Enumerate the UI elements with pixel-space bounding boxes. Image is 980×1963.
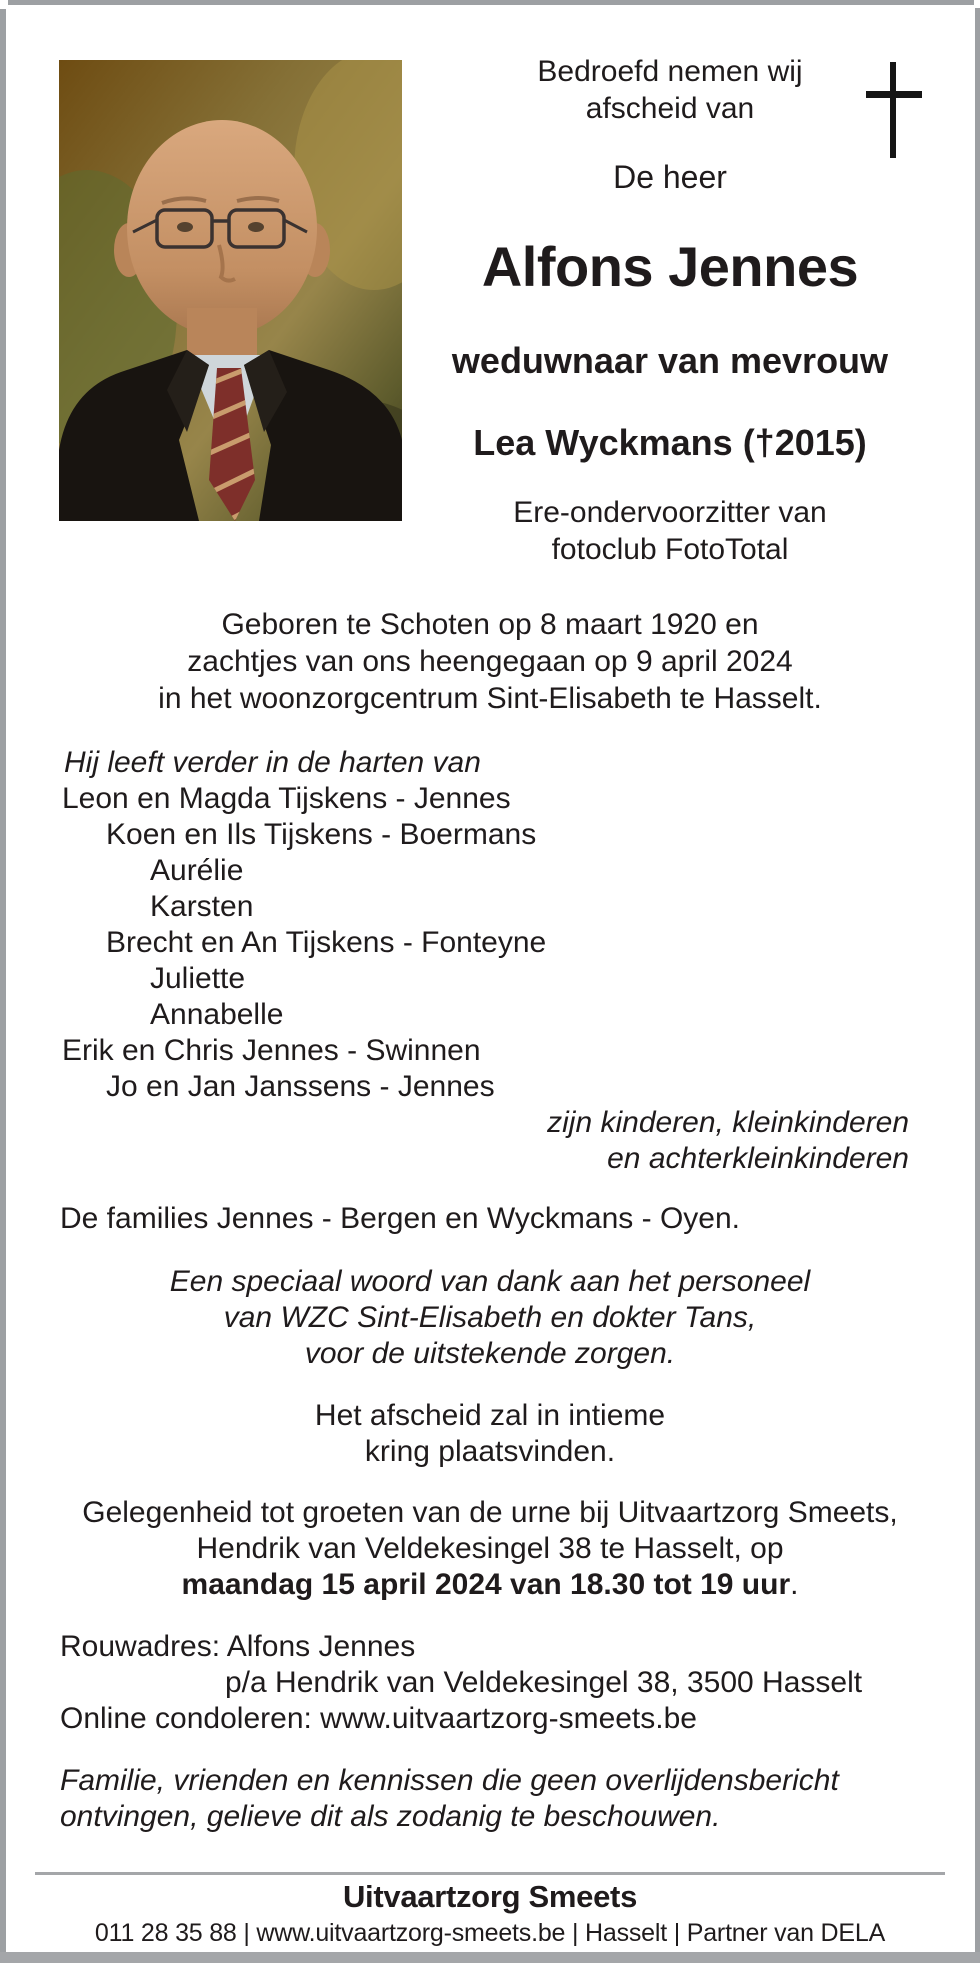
thanks-line: voor de uitstekende zorgen. xyxy=(304,1337,676,1370)
life-dates-line: in het woonzorgcentrum Sint-Elisabeth te Hasselt. xyxy=(158,682,822,715)
mourning-address-line: p/a Hendrik van Veldekesingel 38, 3500 Hasselt xyxy=(225,1666,863,1699)
page-border-top xyxy=(8,0,974,5)
honorary-line: Ere-ondervoorzitter van xyxy=(513,496,827,529)
urn-greeting-line: Hendrik van Veldekesingel 38 te Hasselt, op xyxy=(196,1532,784,1565)
family-member: Brecht en An Tijskens - Fonteyne xyxy=(106,926,547,959)
life-dates-line: Geboren te Schoten op 8 maart 1920 en xyxy=(221,608,759,641)
online-condolence-line: Online condoleren: www.uitvaartzorg-smeets.be xyxy=(60,1702,697,1735)
funeral-home-name: Uitvaartzorg Smeets xyxy=(342,1879,638,1914)
funeral-home-contact: 011 28 35 88 | www.uitvaartzorg-smeets.be | Hasselt | Partner van DELA xyxy=(94,1919,886,1947)
thanks-line: Een speciaal woord van dank aan het personeel xyxy=(169,1265,811,1298)
family-member: Aurélie xyxy=(150,854,244,887)
salutation: De heer xyxy=(613,159,727,195)
intro-line: Bedroefd nemen wij xyxy=(537,55,803,88)
page-border-left xyxy=(0,9,6,1953)
farewell-line: Het afscheid zal in intieme xyxy=(314,1399,666,1432)
thanks-line: van WZC Sint-Elisabeth en dokter Tans, xyxy=(223,1301,757,1334)
deceased-name: Alfons Jennes xyxy=(481,235,859,298)
urn-greeting-datetime-bold: maandag 15 april 2024 van 18.30 tot 19 uur xyxy=(181,1568,791,1601)
portrait-photo xyxy=(59,60,402,521)
families-line: De families Jennes - Bergen en Wyckmans - Oyen. xyxy=(60,1202,740,1235)
life-dates-line: zachtjes van ons heengegaan op 9 april 2024 xyxy=(187,645,793,678)
notice xyxy=(60,1763,920,1835)
family-member: Erik en Chris Jennes - Swinnen xyxy=(62,1034,481,1067)
announcement-intro xyxy=(410,53,930,127)
family-member: Juliette xyxy=(150,962,246,995)
family-member: Koen en Ils Tijskens - Boermans xyxy=(106,818,537,851)
thanks-note xyxy=(60,1264,920,1372)
relation-note-line: zijn kinderen, kleinkinderen xyxy=(547,1106,909,1139)
family-intro: Hij leeft verder in de harten van xyxy=(64,746,481,779)
intro-line: afscheid van xyxy=(585,92,755,125)
mourning-address xyxy=(60,1629,920,1737)
urn-greeting-line: Gelegenheid tot groeten van de urne bij Uitvaartzorg Smeets, xyxy=(82,1496,898,1529)
family-member: Karsten xyxy=(150,890,254,923)
page-border-bottom xyxy=(0,1952,980,1963)
notice-line: Familie, vrienden en kennissen die geen overlijdensbericht xyxy=(60,1764,839,1797)
life-dates xyxy=(60,606,920,717)
family-member: Jo en Jan Janssens - Jennes xyxy=(106,1070,495,1103)
spouse-name: Lea Wyckmans (†2015) xyxy=(473,422,867,463)
relation-line: weduwnaar van mevrouw xyxy=(451,340,889,381)
farewell-note xyxy=(60,1398,920,1470)
honorary-line: fotoclub FotoTotal xyxy=(551,533,789,566)
family-member: Annabelle xyxy=(150,998,284,1031)
relation-note-line: en achterkleinkinderen xyxy=(607,1142,909,1175)
urn-greeting-datetime xyxy=(60,1567,920,1603)
family-member: Leon en Magda Tijskens - Jennes xyxy=(62,782,511,815)
page-border-right xyxy=(975,8,980,1953)
family-list xyxy=(60,745,920,1177)
footer-divider xyxy=(35,1872,945,1875)
urn-greeting xyxy=(60,1495,920,1603)
mourning-address-line: Rouwadres: Alfons Jennes xyxy=(60,1630,416,1663)
honorary-title xyxy=(410,494,930,568)
notice-line: ontvingen, gelieve dit als zodanig te beschouwen. xyxy=(60,1800,721,1833)
farewell-line: kring plaatsvinden. xyxy=(364,1435,616,1468)
urn-greeting-datetime-suffix: . xyxy=(790,1568,799,1601)
